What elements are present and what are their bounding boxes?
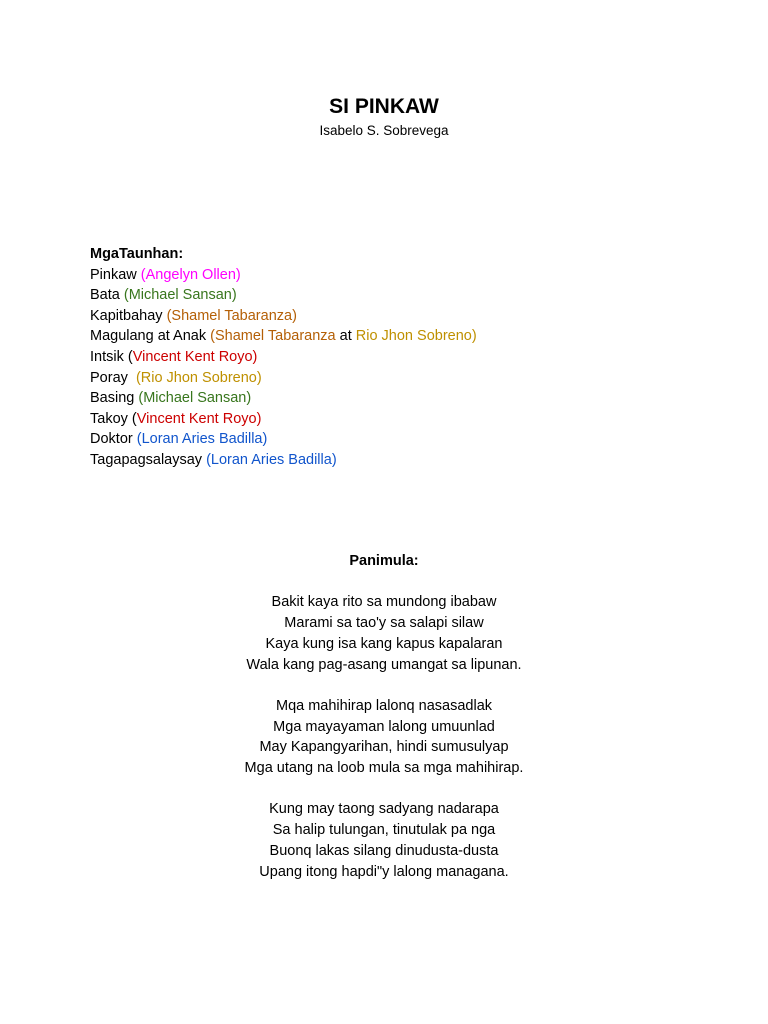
cast-row <box>90 347 690 368</box>
cast-row <box>90 450 690 471</box>
cast-row <box>90 306 690 327</box>
poem-stanza <box>0 592 768 675</box>
intro-heading: Panimula: <box>349 553 419 569</box>
cast-actor-name: (Michael Sansan) <box>138 390 252 407</box>
document-title: SI PINKAW <box>329 95 439 118</box>
poem-line: Kaya kung isa kang kapus kapalaran <box>265 635 503 652</box>
cast-heading: MgaTaunhan: <box>90 246 184 262</box>
poem-stanza <box>0 799 768 882</box>
cast-actor-name: Rio Jhon Sobreno) <box>355 328 477 345</box>
cast-role-text: Kapitbahay <box>90 307 167 324</box>
cast-actor-name: Vincent Kent Royo) <box>132 348 258 365</box>
cast-role-text: Pinkaw <box>90 266 141 283</box>
poem-stanza <box>0 696 768 779</box>
cast-row <box>90 285 690 306</box>
document-author: Isabelo S. Sobrevega <box>319 123 449 138</box>
cast-actor-name: (Loran Aries Badilla) <box>206 451 337 468</box>
cast-row <box>90 368 690 389</box>
cast-actor-name: (Shamel Tabaranza <box>210 328 336 345</box>
poem-line: Buonq lakas silang dinudusta-dusta <box>269 842 499 859</box>
cast-rows <box>90 265 690 471</box>
cast-row <box>90 326 690 347</box>
poem-line: Marami sa tao'y sa salapi silaw <box>284 615 484 632</box>
cast-actor-name: (Rio Jhon Sobreno) <box>135 369 262 386</box>
cast-role-text: at <box>335 328 356 345</box>
cast-role-text: Doktor <box>90 431 137 448</box>
poem-line: Upang itong hapdi"y lalong managana. <box>259 863 509 880</box>
cast-role-text: Bata <box>90 287 124 304</box>
cast-actor-name: (Shamel Tabaranza) <box>166 307 297 324</box>
cast-actor-name: (Michael Sansan) <box>123 287 237 304</box>
intro-section <box>0 551 768 882</box>
cast-role-text: Takoy ( <box>90 410 137 427</box>
poem-line: Wala kang pag-asang umangat sa lipunan. <box>246 656 522 673</box>
poem-line: Sa halip tulungan, tinutulak pa nga <box>272 822 496 839</box>
cast-row <box>90 388 690 409</box>
cast-actor-name: Vincent Kent Royo) <box>136 410 262 427</box>
cast-role-text: Magulang at Anak <box>90 328 211 345</box>
intro-stanzas <box>0 592 768 882</box>
cast-row <box>90 429 690 450</box>
cast-role-text: Poray <box>90 369 136 386</box>
cast-role-text: Intsik ( <box>90 348 133 365</box>
poem-line: Kung may taong sadyang nadarapa <box>269 801 499 818</box>
cast-row <box>90 265 690 286</box>
cast-actor-name: (Loran Aries Badilla) <box>136 431 268 448</box>
poem-line: May Kapangyarihan, hindi sumusulyap <box>259 739 509 756</box>
poem-line: Mga mayayaman lalong umuunlad <box>273 718 495 735</box>
cast-actor-name: (Angelyn Ollen) <box>140 266 241 283</box>
poem-line: Mga utang na loob mula sa mga mahihirap. <box>244 760 524 776</box>
poem-line: Mqa mahihirap lalonq nasasadlak <box>275 697 493 714</box>
cast-role-text: Tagapagsalaysay <box>90 451 207 468</box>
cast-row <box>90 409 690 430</box>
cast-role-text: Basing <box>90 390 139 407</box>
poem-line: Bakit kaya rito sa mundong ibabaw <box>271 594 497 611</box>
cast-list <box>90 244 690 471</box>
